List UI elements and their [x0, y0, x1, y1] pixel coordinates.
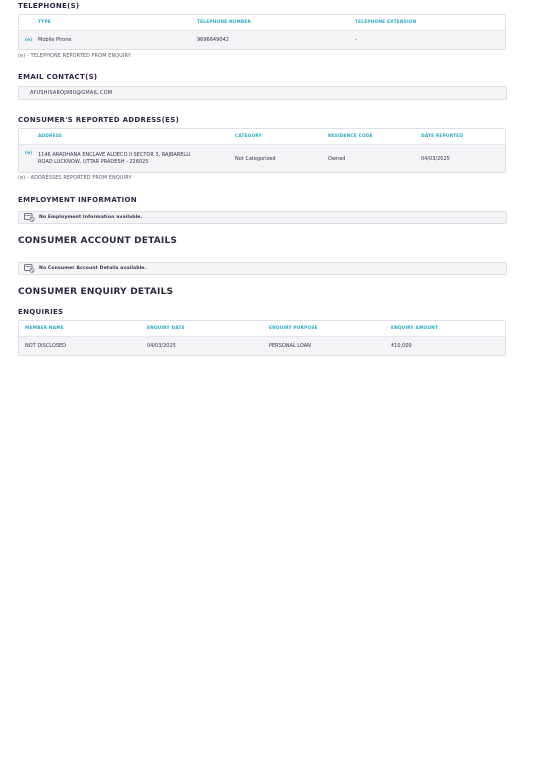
employment-message: No Employment Information available.: [39, 215, 143, 220]
telephones-heading: TELEPHONE(S): [18, 2, 80, 10]
telephone-extension: -: [355, 37, 357, 43]
telephone-number: 9696649042: [197, 37, 229, 43]
table-row: [19, 31, 505, 49]
email-title: [18, 72, 97, 82]
enquiry-amount: ₹10,000: [391, 343, 412, 349]
email-box: [18, 86, 507, 100]
enquiries-subheading: ENQUIRIES: [18, 308, 64, 316]
employment-heading: EMPLOYMENT INFORMATION: [18, 196, 137, 204]
telephones-table-header: [19, 15, 505, 31]
account-message: No Consumer Account Details available.: [39, 266, 147, 271]
column-header-enquiry-date: ENQUIRY DATE: [147, 326, 185, 331]
column-header-residence-code: RESIDENCE CODE: [328, 134, 373, 139]
enquiry-marker: (e): [24, 37, 33, 43]
addresses-table-header: [19, 129, 505, 145]
address-category: Not Categorized: [235, 155, 276, 162]
account-info-box: [18, 262, 507, 275]
column-header-telephone-number: TELEPHONE NUMBER: [197, 20, 252, 25]
enquiry-heading: CONSUMER ENQUIRY DETAILS: [18, 287, 174, 297]
column-header-enquiry-amount: ENQUIRY AMOUNT: [391, 326, 439, 331]
addresses-note: (e) - ADDRESSES REPORTED FROM ENQUIRY: [18, 176, 132, 181]
enquiry-title: [18, 286, 173, 298]
enquiry-marker: (e): [24, 151, 33, 156]
address-date-reported: 04/03/2025: [421, 155, 450, 162]
email-value: AYUSHISAROJ980@GMAIL.COM: [30, 90, 113, 96]
table-row: [19, 145, 505, 172]
no-data-icon: [24, 213, 35, 222]
enquiries-table: [18, 320, 506, 356]
account-heading: CONSUMER ACCOUNT DETAILS: [18, 236, 178, 246]
column-header-telephone-extension: TELEPHONE EXTENSION: [355, 20, 417, 25]
enquiry-member-name: NOT DISCLOSED: [25, 343, 67, 349]
address-line-1: 1146 ARADHANA ENCLAVE ALDECO II SECTOR 3, RAJBARELLI: [38, 152, 191, 158]
addresses-table: [18, 128, 506, 173]
column-header-date-reported: DATE REPORTED: [421, 134, 464, 139]
address-line-2: ROAD LUCKNOW, UTTAR PRADESH - 226025: [38, 158, 149, 165]
addresses-heading: CONSUMER'S REPORTED ADDRESS(ES): [18, 116, 180, 124]
telephones-table: [18, 14, 506, 50]
table-row: [19, 337, 505, 355]
enquiry-purpose: PERSONAL LOAN: [269, 343, 311, 349]
address-residence-code: Owned: [328, 155, 346, 162]
no-data-icon: [24, 264, 35, 273]
email-heading: EMAIL CONTACT(S): [18, 73, 98, 81]
telephones-note: (e) - TELEPHONE REPORTED FROM ENQUIRY: [18, 54, 131, 59]
enquiries-table-header: [19, 321, 505, 337]
employment-info-box: [18, 211, 507, 224]
column-header-type: TYPE: [38, 20, 51, 25]
enquiry-date: 04/03/2025: [147, 343, 176, 349]
account-title: [18, 235, 177, 247]
column-header-address: ADDRESS: [38, 134, 63, 139]
column-header-enquiry-purpose: ENQUIRY PURPOSE: [269, 326, 318, 331]
column-header-member-name: MEMBER NAME: [25, 326, 64, 331]
column-header-category: CATEGORY: [235, 134, 262, 139]
enquiries-subtitle: [18, 307, 63, 317]
telephone-type: Mobile Phone: [38, 37, 72, 43]
address-cell: [38, 152, 235, 165]
employment-title: [18, 195, 137, 205]
telephones-title: [18, 1, 79, 11]
addresses-title: [18, 115, 179, 125]
